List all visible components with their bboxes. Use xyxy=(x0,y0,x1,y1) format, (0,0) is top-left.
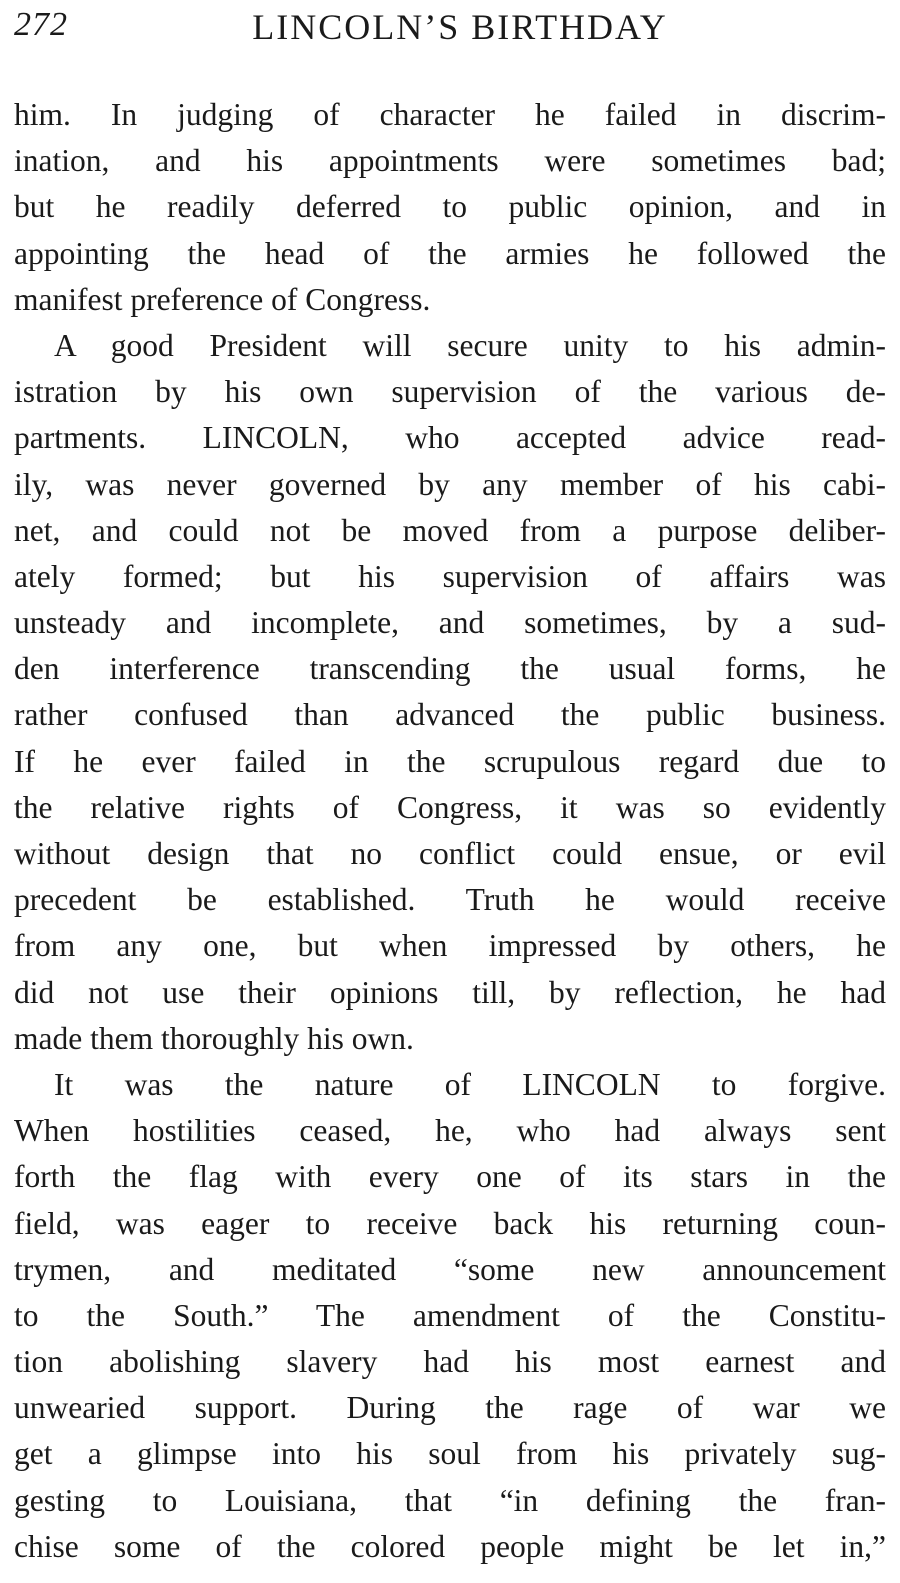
text-line: tion abolishing slavery had his most earnest and xyxy=(14,1344,886,1380)
text-line: but he readily deferred to public opinion, and in xyxy=(14,189,886,225)
text-line: partments. LINCOLN, who accepted advice read- xyxy=(14,420,886,456)
text-line: chise some of the colored people might be let in,” xyxy=(14,1528,886,1564)
text-line: rather confused than advanced the public business. xyxy=(14,697,886,733)
text-line: precedent be established. Truth he would receive xyxy=(14,882,886,918)
text-line: did not use their opinions till, by reflection, he had xyxy=(14,974,886,1010)
text-line: When hostilities ceased, he, who had always sent xyxy=(14,1113,886,1149)
text-line: manifest preference of Congress. xyxy=(14,281,431,317)
running-title: LINCOLN’S BIRTHDAY xyxy=(252,7,668,47)
text-line: A good President will secure unity to his admin- xyxy=(54,327,886,363)
text-line: from any one, but when impressed by others, he xyxy=(14,928,886,964)
text-line: ately formed; but his supervision of affairs was xyxy=(14,558,886,594)
text-line: him. In judging of character he failed in discrim- xyxy=(14,97,886,132)
text-line: made them thoroughly his own. xyxy=(14,1020,414,1056)
text-line: den interference transcending the usual forms, he xyxy=(14,651,886,687)
body-text xyxy=(14,92,886,1570)
text-line: trymen, and meditated “some new announcement xyxy=(14,1251,886,1287)
text-line: gesting to Louisiana, that “in defining the fran- xyxy=(14,1482,886,1518)
text-line: unsteady and incomplete, and sometimes, by a sud- xyxy=(14,605,886,641)
text-line: without design that no conflict could ensue, or evil xyxy=(14,836,886,871)
text-line: the relative rights of Congress, it was so evidently xyxy=(14,789,886,825)
running-head xyxy=(14,6,886,50)
text-line: to the South.” The amendment of the Constitu- xyxy=(14,1297,886,1333)
text-line: ination, and his appointments were sometimes bad; xyxy=(14,143,886,179)
text-line: field, was eager to receive back his returning coun- xyxy=(14,1205,886,1241)
text-line: get a glimpse into his soul from his privately sug- xyxy=(14,1436,886,1472)
text-line: ily, was never governed by any member of his cabi- xyxy=(14,466,886,502)
page-number: 272 xyxy=(14,6,68,43)
text-line: unwearied support. During the rage of war we xyxy=(14,1390,886,1426)
text-line: appointing the head of the armies he followed the xyxy=(14,235,886,271)
text-line: It was the nature of LINCOLN to forgive. xyxy=(54,1066,886,1102)
text-line: net, and could not be moved from a purpose deliber- xyxy=(14,512,886,548)
text-line: forth the flag with every one of its stars in the xyxy=(14,1159,886,1195)
text-line: If he ever failed in the scrupulous regard due to xyxy=(14,743,886,779)
text-line: istration by his own supervision of the various de- xyxy=(14,374,886,410)
